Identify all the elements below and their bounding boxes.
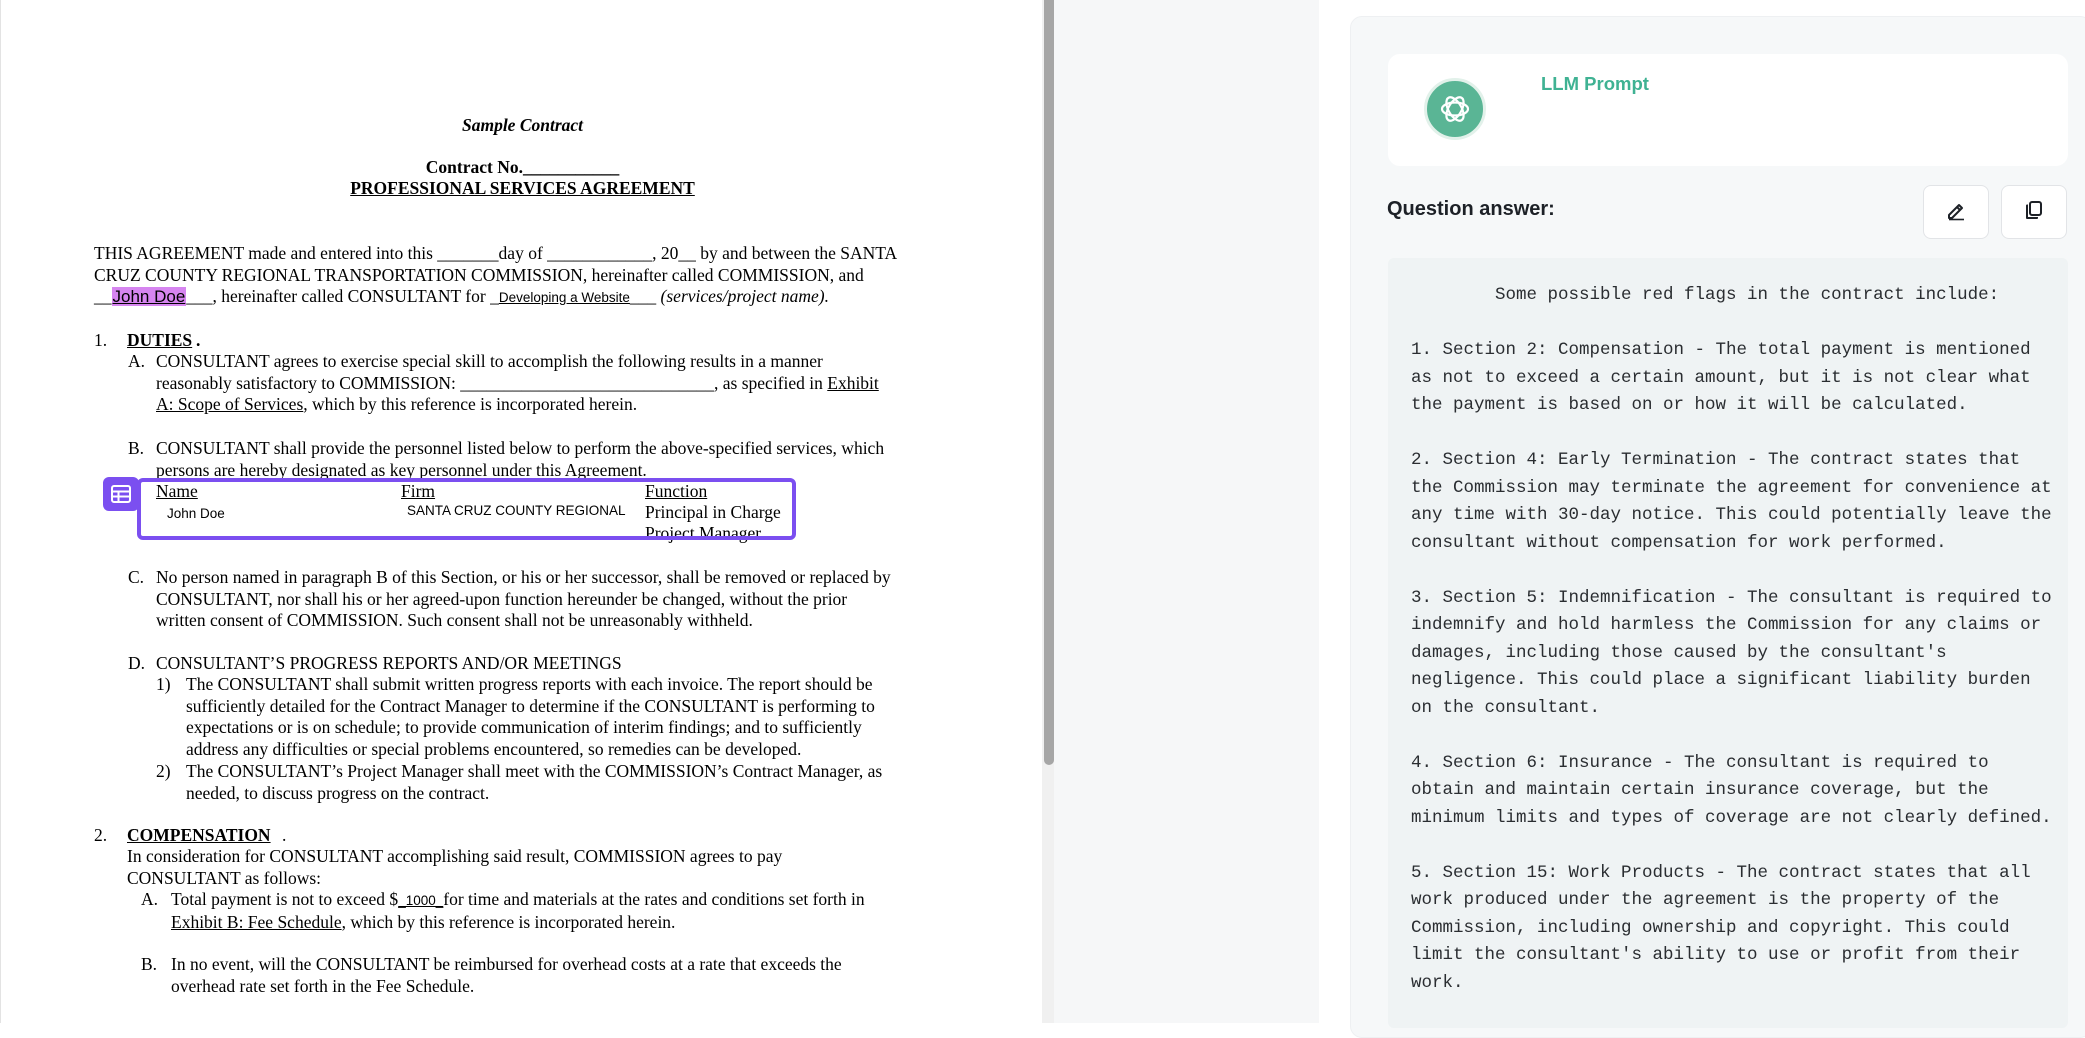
payment-amount-field[interactable]: _1000_ [398, 893, 444, 908]
duty-d-heading: CONSULTANT’S PROGRESS REPORTS AND/OR MEETINGS [156, 653, 622, 673]
agreement-title: PROFESSIONAL SERVICES AGREEMENT [350, 178, 695, 198]
compensation-intro: In consideration for CONSULTANT accomplishing said result, COMMISSION agrees to pay CONSULTANT as follows: [127, 846, 783, 888]
copy-icon [2023, 199, 2045, 226]
duty-c: No person named in paragraph B of this Section, or his or her successor, shall be removed or replaced by CONSULTANT, nor shall his or her agreed-upon function hereunder be changed, without the prior written consent of COMMISSION. Such consent shall not be unreasonably withheld. [156, 567, 891, 631]
exhibit-a-link[interactable]: Exhibit [827, 372, 879, 393]
duty-b: CONSULTANT shall provide the personnel listed below to perform the above-specified services, which persons are hereby designated as key personnel under this Agreement. [156, 438, 885, 480]
detected-table-outline[interactable] [137, 478, 796, 540]
compensation-b: In no event, will the CONSULTANT be reimbursed for overhead costs at a rate that exceeds the overhead rate set forth in the Fee Schedule. [171, 954, 842, 996]
table-header-function: Function [645, 481, 708, 501]
table-cell-name: John Doe [167, 506, 225, 521]
pencil-icon [1945, 199, 1967, 226]
section2-heading: COMPENSATION [127, 825, 271, 845]
exhibit-a-link-cont[interactable]: A: Scope of Services [156, 394, 304, 415]
card-title: LLM Prompt [1541, 73, 1649, 94]
duty-d1: The CONSULTANT shall submit written progress reports with each invoice. The report should be sufficiently detailed for the Contract Manager to determine if the CONSULTANT is performing to expectations or is on schedule; to provide communication of interim findings; and to sufficiently address any difficulties or special problems encountered, so remedies can be developed. [186, 674, 875, 759]
question-answer-label: Question answer: [1387, 198, 1555, 220]
edit-button[interactable] [1923, 185, 1989, 239]
copy-button[interactable] [2001, 185, 2067, 239]
table-cell-function-2: Project Manager [645, 523, 762, 543]
table-header-name: Name [156, 481, 198, 501]
consultant-name-highlight[interactable]: John Doe [112, 287, 186, 307]
table-cell-firm: SANTA CRUZ COUNTY REGIONAL [407, 503, 626, 518]
openai-logo-icon [1424, 78, 1486, 140]
table-icon[interactable] [103, 477, 139, 511]
section1-number: 1. [94, 330, 108, 350]
section1-heading: DUTIES [127, 330, 193, 350]
pane-divider [1054, 0, 1319, 1023]
document-scrollbar-thumb[interactable] [1044, 0, 1054, 765]
document-viewer[interactable]: Sample Contract Contract No.___________ PROFESSIONAL SERVICES AGREEMENT THIS AGREEMENT made and entered into this _______day of ____________, 20__ by and between the SANTA CRUZ COUNTY REGIONAL TRANSPORTATION COMMISSION, hereinafter called COMMISSION, and __John Doe___, hereinafter called CONSULTANT for _Developing a Website___ (services/project name). 1. DUTIES . A. CONSULTANT agrees to exercise special skill to accomplish the following results in a manner reasonably satisfactory to COMMISSION: _____________________________, as specified in Exhibit A: Scope of Services, which by this reference is incorporated herein. B. CONSULTANT shall provide the personnel listed below to perform the above-specified services, which persons are hereby designated as key personnel under this Agreement. Name Firm Function John Doe SANTA CRUZ COUNTY REGIONAL Principal in Charge Project Manager C. No person named in paragraph B of this Section, or his or her successor, shall be removed or replaced by CONSULTANT, nor shall his or her agreed-upon function hereunder be changed, without the prior written consent of COMMISSION. Such consent shall not be unreasonably withheld. D. CONSULTANT’S PROGRESS REPORTS AND/OR MEETINGS 1) The CONSULTANT shall submit written progress reports with each invoice. The report should be sufficiently detailed for the Contract Manager to determine if the CONSULTANT is performing to expectations or is on schedule; to provide communication of interim findings; and to sufficiently address any difficulties or special problems encountered, so remedies can be developed. 2) The CONSULTANT’s Project Manager shall meet with the COMMISSION’s Contract Manager, as needed, to discuss progress on the contract. 2. COMPENSATION . In consideration for CONSULTANT accomplishing said result, COMMISSION agrees to pay CONSULTANT as follows: A. Total payment is not to exceed $_1000_for time and materials at the rates and conditions set forth in Exhibit B: Fee Schedule, which by this reference is incorporated herein. B. In no event, will the CONSULTANT be reimbursed for overhead costs at a rate that exceeds the overhead rate set forth in the Fee Schedule. [0, 0, 1043, 1023]
exhibit-b-link[interactable]: Exhibit B: Fee Schedule [171, 911, 342, 932]
llm-prompt-card[interactable] [1388, 54, 2068, 166]
sample-title: Sample Contract [461, 115, 584, 135]
compensation-a: Total payment is not to exceed $_1000_for time and materials at the rates and conditions set forth in Exhibit B: Fee Schedule, which by this reference is incorporated herein. [171, 889, 865, 932]
duty-a: CONSULTANT agrees to exercise special skill to accomplish the following results in a manner reasonably satisfactory to COMMISSION: _____________________________, as specified in Exhibit A: Scope of Services, which by this reference is incorporated herein. [156, 351, 879, 415]
contract-number: Contract No.___________ [425, 157, 620, 177]
table-header-firm: Firm [401, 481, 436, 501]
project-name-field[interactable]: Developing a Website [498, 290, 630, 306]
section2-number: 2. [94, 825, 108, 845]
table-cell-function: Principal in Charge [645, 502, 781, 522]
intro-paragraph: THIS AGREEMENT made and entered into this _______day of ____________, 20__ by and between the SANTA CRUZ COUNTY REGIONAL TRANSPORTATION COMMISSION, hereinafter called COMMISSION, and __John Doe___, hereinafter called CONSULTANT for _Developing a Website___ (services/project name). [94, 243, 898, 307]
answer-text: Some possible red flags in the contract include: 1. Section 2: Compensation - The total payment is mentioned as not to exceed a certain amount, but it is not clear what the payment is based on or how it will be calculated. 2. Section 4: Early Termination - The contract states that the Commission may terminate the agreement for convenience at any time with 30-day notice. This could potentially leave the consultant without compensation for work performed. 3. Section 5: Indemnification - The consultant is required to indemnify and hold harmless the Commission for any claims or damages, including those caused by the consultant's negligence. This could place a significant liability burden on the consultant. 4. Section 6: Insurance - The consultant is required to obtain and maintain certain insurance coverage, but the minimum limits and types of coverage are not clearly defined. 5. Section 15: Work Products - The contract states that all work produced under the agreement is the property of the Commission, including ownership and copyright. This could limit the consultant's ability to use or profit from their work. [1411, 285, 2052, 993]
duty-d2: The CONSULTANT’s Project Manager shall meet with the COMMISSION’s Contract Manager, as needed, to discuss progress on the contract. [186, 761, 883, 803]
